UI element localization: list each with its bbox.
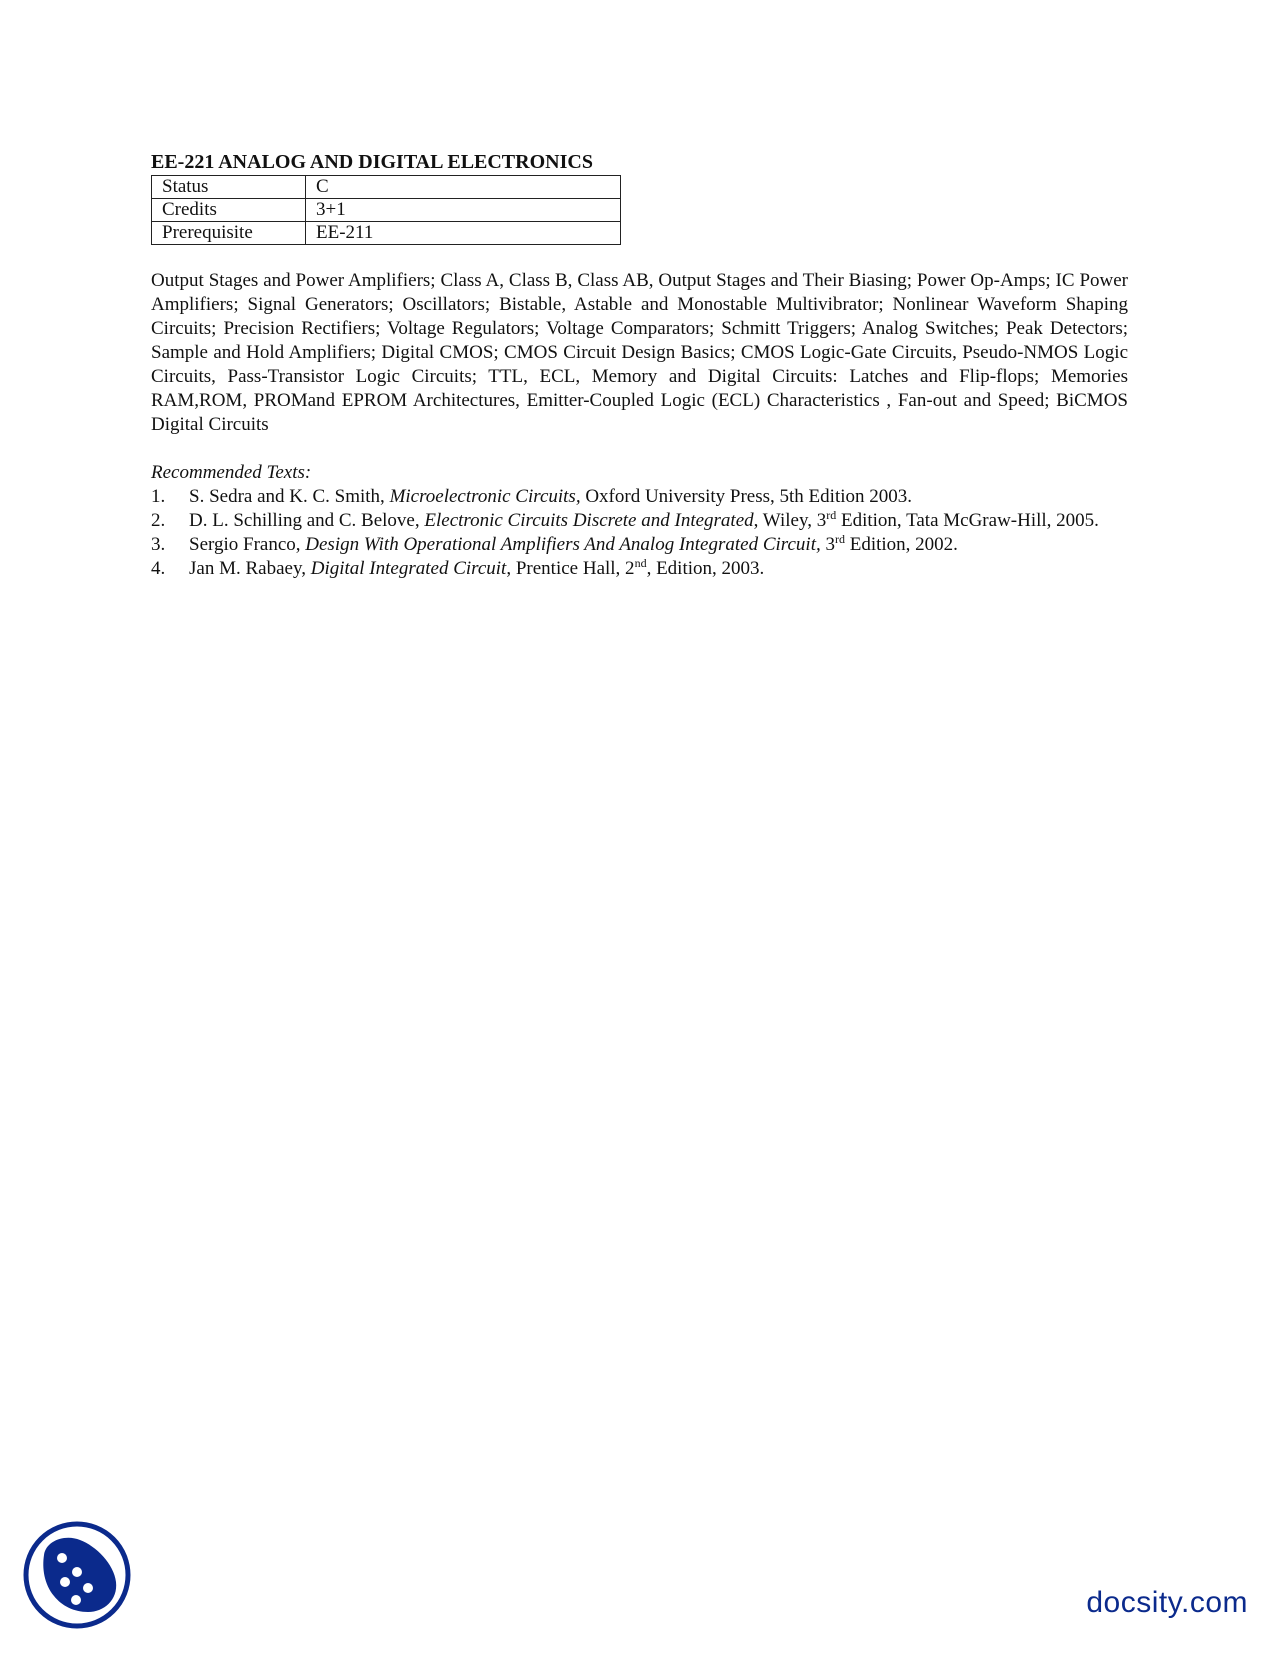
info-value: C xyxy=(306,176,621,199)
course-info-table xyxy=(151,175,621,245)
ref-details-tail: , Edition, 2003. xyxy=(646,558,765,579)
list-item-number: 2. xyxy=(151,510,166,531)
docsity-brand-link[interactable]: docsity.com xyxy=(1086,1586,1248,1619)
ref-authors: D. L. Schilling and C. Belove, xyxy=(189,510,425,531)
docsity-logo-icon[interactable] xyxy=(22,1520,132,1630)
info-key: Status xyxy=(152,176,306,199)
recommended-texts-list xyxy=(151,485,1128,581)
ref-title: Microelectronic Circuits, xyxy=(389,486,581,507)
list-item xyxy=(151,557,1128,581)
info-key: Credits xyxy=(152,199,306,222)
info-value: 3+1 xyxy=(306,199,621,222)
info-value: EE-211 xyxy=(306,222,621,245)
recommended-texts-heading: Recommended Texts: xyxy=(151,462,312,483)
course-title: EE-221 ANALOG AND DIGITAL ELECTRONICS xyxy=(151,151,593,173)
list-item-number: 3. xyxy=(151,534,166,555)
ref-details-tail: Edition, 2002. xyxy=(844,534,958,555)
course-description: Output Stages and Power Amplifiers; Class A, Class B, Class AB, Output Stages and Their Biasing; Power Op-Amps; IC Power Amplifiers; Signal Generators; Oscillators; Bistable, Astable and Monostable Multivibrator; Nonlinear Waveform Shaping Circuits; Precision Rectifiers; Voltage Regulators; Voltage Comparators; Schmitt Triggers; Analog Switches; Peak Detectors; Sample and Hold Amplifiers; Digital CMOS; CMOS Circuit Design Basics; CMOS Logic-Gate Circuits, Pseudo-NMOS Logic Circuits, Pass-Transistor Logic Circuits; TTL, ECL, Memory and Digital Circuits: Latches and Flip-flops; Memories RAM,ROM, PROMand EPROM Architectures, Emitter-Coupled Logic (ECL) Characteristics , Fan-out and Speed; BiCMOS Digital Circuits xyxy=(151,270,1128,435)
ref-superscript: rd xyxy=(834,532,845,546)
info-key: Prerequisite xyxy=(152,222,306,245)
table-row xyxy=(152,222,621,245)
list-item-number: 4. xyxy=(151,558,166,579)
ref-details: Oxford University Press, 5th Edition 2003. xyxy=(580,486,913,507)
list-item-number: 1. xyxy=(151,486,166,507)
list-item xyxy=(151,533,1128,557)
list-item xyxy=(151,485,1128,509)
table-row xyxy=(152,199,621,222)
ref-authors: Jan M. Rabaey, xyxy=(189,558,311,579)
ref-details: , Prentice Hall, 2 xyxy=(506,558,635,579)
ref-superscript: rd xyxy=(826,508,837,522)
list-item xyxy=(151,509,1128,533)
table-row xyxy=(152,176,621,199)
ref-title: Digital Integrated Circuit xyxy=(310,558,507,579)
ref-title: Design With Operational Amplifiers And Analog Integrated Circuit, xyxy=(305,534,821,555)
ref-details: 3 xyxy=(820,534,835,555)
docsity-logo-graphic xyxy=(22,1520,132,1630)
document-page xyxy=(151,150,1128,581)
ref-superscript: nd xyxy=(634,556,647,570)
ref-authors: S. Sedra and K. C. Smith, xyxy=(189,486,390,507)
ref-authors: Sergio Franco, xyxy=(189,534,306,555)
ref-title: Electronic Circuits Discrete and Integrated xyxy=(424,510,754,531)
ref-details: , Wiley, 3 xyxy=(753,510,827,531)
ref-details-tail: Edition, Tata McGraw-Hill, 2005. xyxy=(836,510,1099,531)
